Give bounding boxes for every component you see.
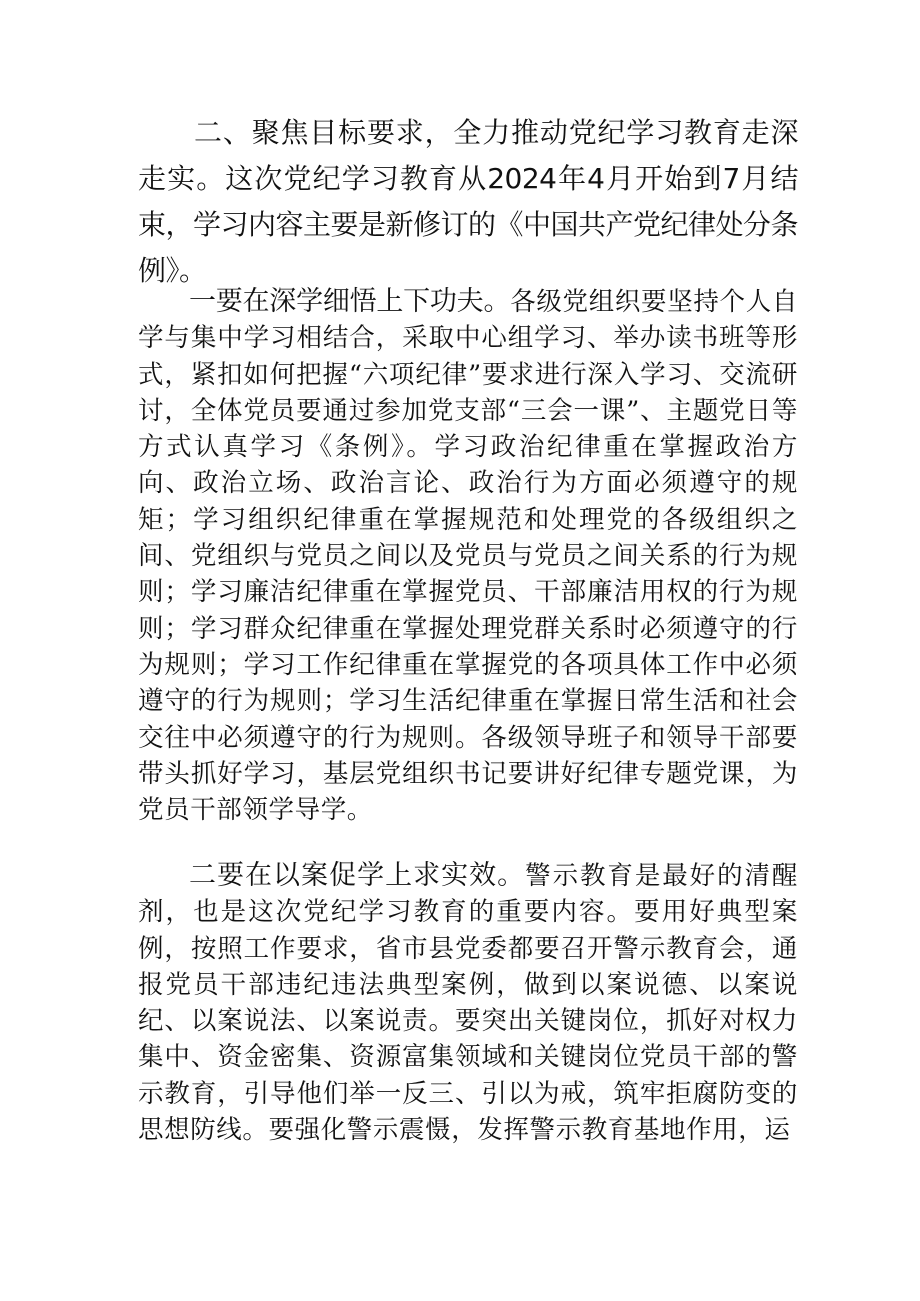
paragraph-deep-study xyxy=(138,284,798,828)
paragraph-body: 警示教育是最好的清醒剂，也是这次党纪学习教育的重要内容。要用好典型案例，按照工作要求，省市县党委都要召开警示教育会，通报党员干部违纪违法典型案例，做到以案说德、以案说纪、以案说法、以案说责。要突出关键岗位，抓好对权力集中、资金密集、资源富集领域和关键岗位党员干部的警示教育，引导他们举一反三、引以为戒，筑牢拒腐防变的思想防线。要强化警示震慑，发挥警示教育基地作用，运 xyxy=(138,861,798,1146)
paragraph-lead: 二要在以案促学上求实效。 xyxy=(189,860,526,891)
paragraph-lead: 一要在深学细悟上下功夫。 xyxy=(189,286,511,317)
section-heading-paragraph: 二、聚焦目标要求，全力推动党纪学习教育走深走实。这次党纪学习教育从2024年4月开始到7月结束，学习内容主要是新修订的《中国共产党纪律处分条例》。 xyxy=(138,116,799,287)
paragraph-case-study xyxy=(138,858,798,1148)
paragraph-body: 各级党组织要坚持个人自学与集中学习相结合，采取中心组学习、举办读书班等形式，紧扣如何把握“六项纪律”要求进行深入学习、交流研讨，全体党员要通过参加党支部“三会一课”、主题党日等方式认真学习《条例》。学习政治纪律重在掌握政治方向、政治立场、政治言论、政治行为方面必须遵守的规矩；学习组织纪律重在掌握规范和处理党的各级组织之间、党组织与党员之间以及党员与党员之间关系的行为规则；学习廉洁纪律重在掌握党员、干部廉洁用权的行为规则；学习群众纪律重在掌握处理党群关系时必须遵守的行为规则；学习工作纪律重在掌握党的各项具体工作中必须遵守的行为规则；学习生活纪律重在掌握日常生活和社会交往中必须遵守的行为规则。各级领导班子和领导干部要带头抓好学习，基层党组织书记要讲好纪律专题党课，为党员干部领学导学。 xyxy=(138,287,798,826)
